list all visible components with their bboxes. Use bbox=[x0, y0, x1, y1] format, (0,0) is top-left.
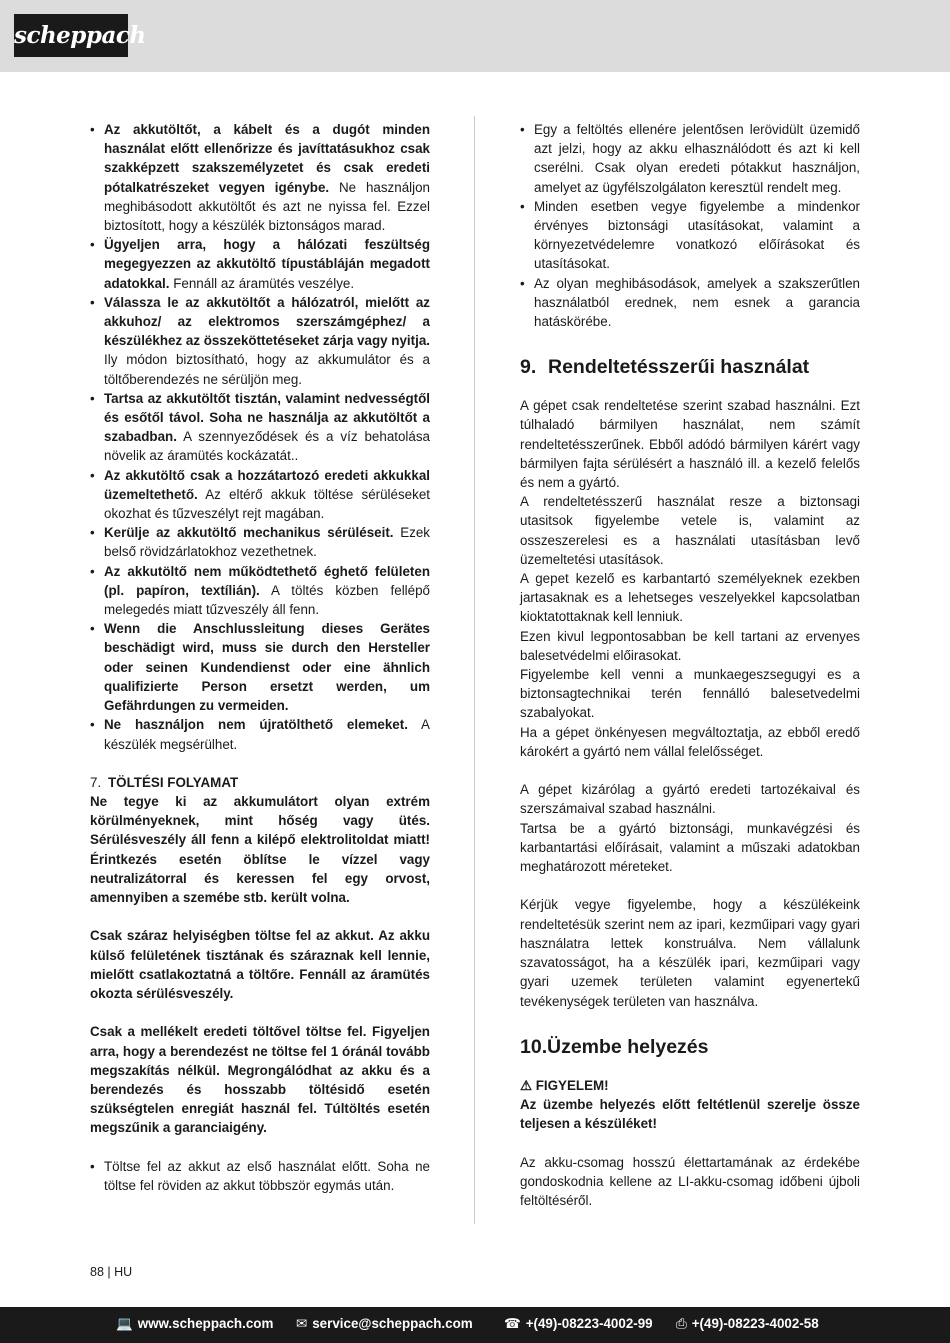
list-item: • Ne használjon nem újratölthető elemeket. A készülék megsérülhet. bbox=[90, 715, 430, 753]
column-divider bbox=[474, 116, 475, 1224]
section-7-title: TÖLTÉSI FOLYAMAT bbox=[108, 774, 239, 790]
section-9-heading bbox=[520, 354, 860, 380]
list-item: • Az akkutöltőt, a kábelt és a dugót minden használat előtt ellenőrizze és javíttatásukhoz csak szakképzett szakszemélyzetet és csak eredeti pótalkatrészeket vegyen igénybe. Ne használjon meghibásodott akkutöltőt és azt ne nyissa fel. Ezzel biztosított, hogy a készülék biztonságos marad. bbox=[90, 120, 430, 235]
list-item: • Kerülje az akkutöltő mechanikus sérüléseit. Ezek belső rövidzárlatokhoz vezethetnek. bbox=[90, 523, 430, 561]
section-10-paragraph: Az akku-csomag hosszú élettartamának az érdekébe gondoskodnia kellene az LI-akku-csomag időbeni újboli feltöltéséről. bbox=[520, 1154, 860, 1208]
footer-fax-text: +(49)-08223-4002-58 bbox=[691, 1316, 819, 1331]
scheppach-logo: scheppach bbox=[14, 14, 128, 57]
section-9-paragraph: Ha a gépet önkényesen megváltoztatja, az ebből eredő károkért a gyártó nem vállal felelősséget. bbox=[520, 724, 860, 759]
page-footer bbox=[0, 1307, 950, 1343]
section-9-paragraph: A gépet csak rendeltetése szerint szabad használni. Ezt túlhaladó bármilyen használat, nem számít rendeltetésszerűnek. Ebből adódó bármilyen kárért vagy bármilyen fajta sérülésért a használó ill. a kezelő felelős és nem a gyártó. bbox=[520, 398, 860, 491]
section-7-number: 7. bbox=[90, 774, 102, 790]
warning-text: Az üzembe helyezés előtt feltétlenül szerelje össze teljesen a készüléket! bbox=[520, 1096, 860, 1132]
right-column bbox=[520, 120, 860, 1210]
computer-icon: 💻 bbox=[116, 1316, 133, 1331]
section-9-paragraph: A gépet kizárólag a gyártó eredeti tartozékaival és szerszámaival szabad használni. bbox=[520, 782, 860, 817]
footer-email[interactable] bbox=[296, 1316, 473, 1332]
footer-fax bbox=[676, 1316, 819, 1332]
phone-icon: ☎ bbox=[504, 1316, 521, 1331]
list-item: • Ügyeljen arra, hogy a hálózati feszültség megegyezzen az akkutöltő típustábláján megadott adatokkal. Fennáll az áramütés veszélye. bbox=[90, 235, 430, 293]
list-item: • Az akkutöltő nem működtethető éghető felületen (pl. papíron, textílián). A töltés közben fellépő melegedés miatt tűzveszély áll fenn. bbox=[90, 562, 430, 620]
list-item: • Wenn die Anschlussleitung dieses Gerätes beschädigt wird, muss sie durch den Hersteller oder seinen Kundendienst oder eine ähnlich qualifizierte Person ersetzt werden, um Gefährdungen zu vermeiden. bbox=[90, 619, 430, 715]
section-9-number: 9. bbox=[520, 356, 537, 379]
section-7-paragraph-3: Csak a mellékelt eredeti töltővel töltse fel. Figyeljen arra, hogy a berendezést ne töltse fel 1 óránál tovább megszakítás nélkül. Megrongálódhat az akku és a berendezés és hosszabb töltésidő esetén szükségtelen enregiát használ fel. Túltöltés esetén megszűnik a garanciaigény. bbox=[90, 1024, 430, 1136]
footer-email-text: service@scheppach.com bbox=[312, 1316, 473, 1331]
list-item: • Az olyan meghibásodások, amelyek a szakszerűtlen használatból erednek, nem esnek a garancia hatáskörébe. bbox=[520, 274, 860, 332]
section-7-heading bbox=[90, 773, 430, 792]
section-7-bullet-list bbox=[90, 1157, 430, 1195]
safety-bullet-list bbox=[90, 120, 430, 754]
list-item: • Az akkutöltő csak a hozzátartozó eredeti akkukkal üzemeltethető. Az eltérő akkuk töltése sérüléseket okozhat és tűzveszélyt rejt magában. bbox=[90, 466, 430, 524]
page-number: 88 | HU bbox=[90, 1265, 133, 1279]
list-item: • Töltse fel az akkut az első használat előtt. Soha ne töltse fel röviden az akkut többször egymás után. bbox=[90, 1157, 430, 1195]
warning-label: ⚠ FIGYELEM! bbox=[520, 1077, 609, 1093]
section-9-paragraph: Tartsa be a gyártó biztonsági, munkavégzési és karbantartási előírásait, valamint a műszaki adatokban meghatározott méreteket. bbox=[520, 820, 860, 875]
section-7 bbox=[90, 773, 430, 1195]
list-item: • Válassza le az akkutöltőt a hálózatról, mielőtt az akkuhoz/ az elektromos szerszámgéphez/ a készülékhez az összeköttetéseket zárja vagy nyitja. Ily módon biztosítható, hogy az akkumulátor és a töltőberendezés ne sérüljön meg. bbox=[90, 293, 430, 389]
section-9-paragraph: A rendeltetésszerű használat resze a biztonsagi utasitsok figyelembe vetele is, valamint az osszeszerelesi es a használati utasításban levő üzemeltetési utasítások. bbox=[520, 494, 860, 567]
list-item: • Egy a feltöltés ellenére jelentősen lerövidült üzemidő azt jelzi, hogy az akku elhasználódott és azt ki kell cserélni. Csak olyan eredeti pótakkut használjon, amelyet az ügyfélszolgálaton keresztül rendelt meg. bbox=[520, 120, 860, 197]
section-9-paragraph: Kérjük vegye figyelembe, hogy a készülékeink rendeltetésük szerint nem az ipari, kezműipari vagy gyari használatra lettek konstruálva. Nem vállalunk szavatosságot, ha a készülék ipari, kezműipari vagy gyari uzemek területen valamint egyenertekű tevékenységek területen van használva. bbox=[520, 897, 860, 1009]
section-10-heading bbox=[520, 1034, 860, 1060]
footer-phone bbox=[504, 1316, 653, 1332]
fax-icon: ⎙ bbox=[676, 1316, 687, 1331]
battery-bullet-list bbox=[520, 120, 860, 331]
section-10-number: 10. bbox=[520, 1035, 548, 1058]
list-item: • Tartsa az akkutöltőt tisztán, valamint nedvességtől és esőtől távol. Soha ne használja az akkutöltőt a szabadban. A szennyeződések és a víz behatolása növelik az áramütés kockázatát.. bbox=[90, 389, 430, 466]
section-9-paragraph: Figyelembe kell venni a munkaegeszsegugyi es a biztonsagtechnikai terén fennálló balesetvedelmi szabalyokat. bbox=[520, 667, 860, 721]
section-10-title: Üzembe helyezés bbox=[547, 1035, 709, 1058]
page-header bbox=[0, 0, 950, 72]
section-9-paragraph: Ezen kivul legpontosabban be kell tartani az ervenyes balesetvédelmi előirasokat. bbox=[520, 628, 860, 663]
list-item: • Minden esetben vegye figyelembe a mindenkor érvényes biztonsági utasításokat, valamint a környezetvédelemre vonatkozó előírásokat és utasításokat. bbox=[520, 197, 860, 274]
left-column bbox=[90, 120, 430, 1195]
footer-website[interactable] bbox=[116, 1316, 273, 1332]
section-7-paragraph-2: Csak száraz helyiségben töltse fel az akkut. Az akku külső felületének tisztának és száraznak kell lennie, mielőtt csatlakoztatná a töltőre. Fennáll az áramütés okozta sérülésveszély. bbox=[90, 928, 430, 1001]
section-7-paragraph-1: Ne tegye ki az akkumulátort olyan extrém körülményeknek, mint hőség vagy ütés. Sérülésveszély áll fenn a kilépő elektrolitoldat miatt! Érintkezés esetén öblítse le vízzel vagy neutralizátorral és keressen fel egy orvost, amennyiben a szemébe stb. került volna. bbox=[90, 793, 430, 905]
section-9-title: Rendeltetésszerűi használat bbox=[548, 356, 810, 379]
section-9-paragraph: A gepet kezelő es karbantartó személyeknek ezekben jartasaknak es a lehetseges veszelyekkel kapcsolatban kioktatottaknak kell lenniuk. bbox=[520, 571, 860, 625]
mail-icon: ✉ bbox=[296, 1316, 308, 1331]
footer-website-text: www.scheppach.com bbox=[137, 1316, 274, 1331]
footer-phone-text: +(49)-08223-4002-99 bbox=[525, 1316, 653, 1331]
